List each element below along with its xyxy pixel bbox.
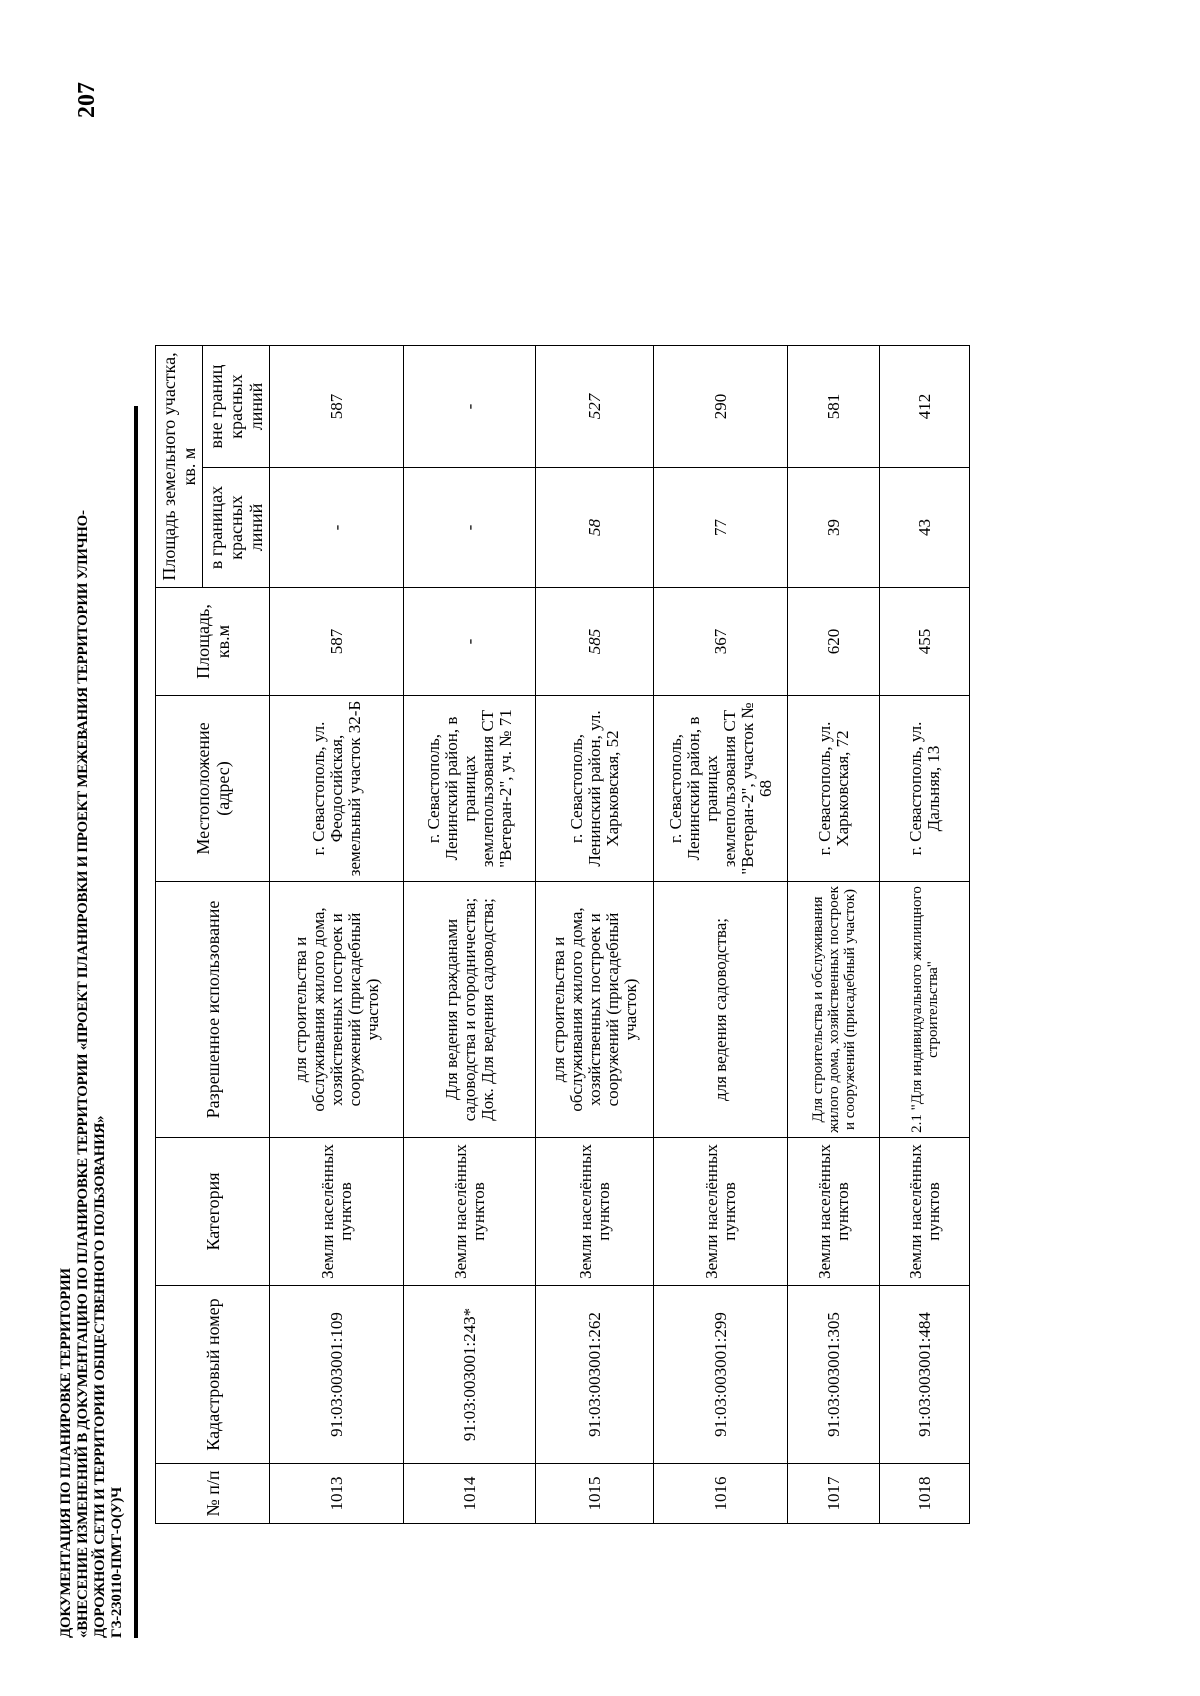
row-category: Земли населённых пунктов (788, 1138, 880, 1286)
row-cadastral: 91:03:003001:484 (880, 1286, 970, 1464)
col-header-cadastral: Кадастровый номер (156, 1286, 270, 1464)
col-header-use: Разрешенное использование (156, 882, 270, 1138)
row-location: г. Севастополь, ул. Феодосийская, земельный участок 32-Б (270, 696, 404, 882)
row-category: Земли населённых пунктов (270, 1138, 404, 1286)
row-num: 1017 (788, 1464, 880, 1524)
row-num: 1014 (404, 1464, 536, 1524)
table-row (536, 346, 654, 1524)
row-outside: 581 (788, 346, 880, 468)
row-area: 455 (880, 588, 970, 696)
row-area: - (404, 588, 536, 696)
row-outside: 527 (536, 346, 654, 468)
table-row (880, 346, 970, 1524)
row-area: 367 (654, 588, 788, 696)
row-area: 585 (536, 588, 654, 696)
row-num: 1018 (880, 1464, 970, 1524)
row-use: 2.1 "Для индивидуального жилищного строительства" (880, 882, 970, 1138)
row-use: Для ведения гражданами садоводства и огородничества; Док. Для ведения садоводства; (404, 882, 536, 1138)
header-line-3: ДОРОЖНОЙ СЕТИ И ТЕРРИТОРИИ ОБЩЕСТВЕННОГО ПОЛЬЗОВАНИЯ» (92, 1115, 108, 1638)
table-row (788, 346, 880, 1524)
row-category: Земли населённых пунктов (654, 1138, 788, 1286)
col-header-area: Площадь, кв.м (156, 588, 270, 696)
row-inside: - (270, 468, 404, 588)
header-line-4: ГЗ-230110-ПМТ-О(У)Ч (109, 1487, 125, 1638)
row-location: г. Севастополь, Ленинский район, в границах землепользования СТ "Ветеран-2", уч. № 71 (404, 696, 536, 882)
header-line-2: «ВНЕСЕНИЕ ИЗМЕНЕНИЙ В ДОКУМЕНТАЦИЮ ПО ПЛАНИРОВКЕ ТЕРРИТОРИИ «ПРОЕКТ ПЛАНИРОВКИ И ПРОЕКТ МЕЖЕВАНИЯ ТЕРРИТОРИИ УЛИЧНО- (75, 510, 91, 1638)
row-cadastral: 91:03:003001:262 (536, 1286, 654, 1464)
row-num: 1015 (536, 1464, 654, 1524)
row-outside: 290 (654, 346, 788, 468)
table-row (654, 346, 788, 1524)
row-use: для строительства и обслуживания жилого дома, хозяйственных построек и сооружений (присадебный участок) (270, 882, 404, 1138)
document-header (58, 510, 126, 1638)
row-inside: - (404, 468, 536, 588)
row-inside: 58 (536, 468, 654, 588)
land-plots-table (155, 345, 970, 1524)
row-area: 587 (270, 588, 404, 696)
col-header-inside: в границах красных линий (203, 468, 270, 588)
row-category: Земли населённых пунктов (404, 1138, 536, 1286)
row-category: Земли населённых пунктов (536, 1138, 654, 1286)
row-area: 620 (788, 588, 880, 696)
row-cadastral: 91:03:003001:299 (654, 1286, 788, 1464)
row-category: Земли населённых пунктов (880, 1138, 970, 1286)
row-use: для строительства и обслуживания жилого дома, хозяйственных построек и сооружений (присадебный участок) (536, 882, 654, 1138)
row-num: 1016 (654, 1464, 788, 1524)
row-location: г. Севастополь, Ленинский район, в границах землепользования СТ "Ветеран-2", участок № 68 (654, 696, 788, 882)
row-cadastral: 91:03:003001:305 (788, 1286, 880, 1464)
col-header-outside: вне границ красных линий (203, 346, 270, 468)
row-inside: 77 (654, 468, 788, 588)
col-header-num: № п/п (156, 1464, 270, 1524)
table-row (270, 346, 404, 1524)
row-outside: 587 (270, 346, 404, 468)
row-inside: 43 (880, 468, 970, 588)
row-location: г. Севастополь, ул. Харьковская, 72 (788, 696, 880, 882)
col-header-category: Категория (156, 1138, 270, 1286)
col-header-location: Местоположение (адрес) (156, 696, 270, 882)
row-location: г. Севастополь, ул. Дальняя, 13 (880, 696, 970, 882)
row-outside: 412 (880, 346, 970, 468)
row-location: г. Севастополь, Ленинский район, ул. Харьковская, 52 (536, 696, 654, 882)
row-cadastral: 91:03:003001:243* (404, 1286, 536, 1464)
header-rule (134, 406, 138, 1638)
row-num: 1013 (270, 1464, 404, 1524)
col-header-plot-area: Площадь земельного участка, кв. м (156, 346, 203, 588)
header-line-1: ДОКУМЕНТАЦИЯ ПО ПЛАНИРОВКЕ ТЕРРИТОРИИ (58, 1268, 74, 1638)
row-outside: - (404, 346, 536, 468)
row-cadastral: 91:03:003001:109 (270, 1286, 404, 1464)
table-row (404, 346, 536, 1524)
page-number: 207 (74, 82, 100, 118)
row-use: для ведения садоводства; (654, 882, 788, 1138)
row-inside: 39 (788, 468, 880, 588)
row-use: Для строительства и обслуживания жилого дома, хозяйственных построек и сооружений (присадебный участок) (788, 882, 880, 1138)
